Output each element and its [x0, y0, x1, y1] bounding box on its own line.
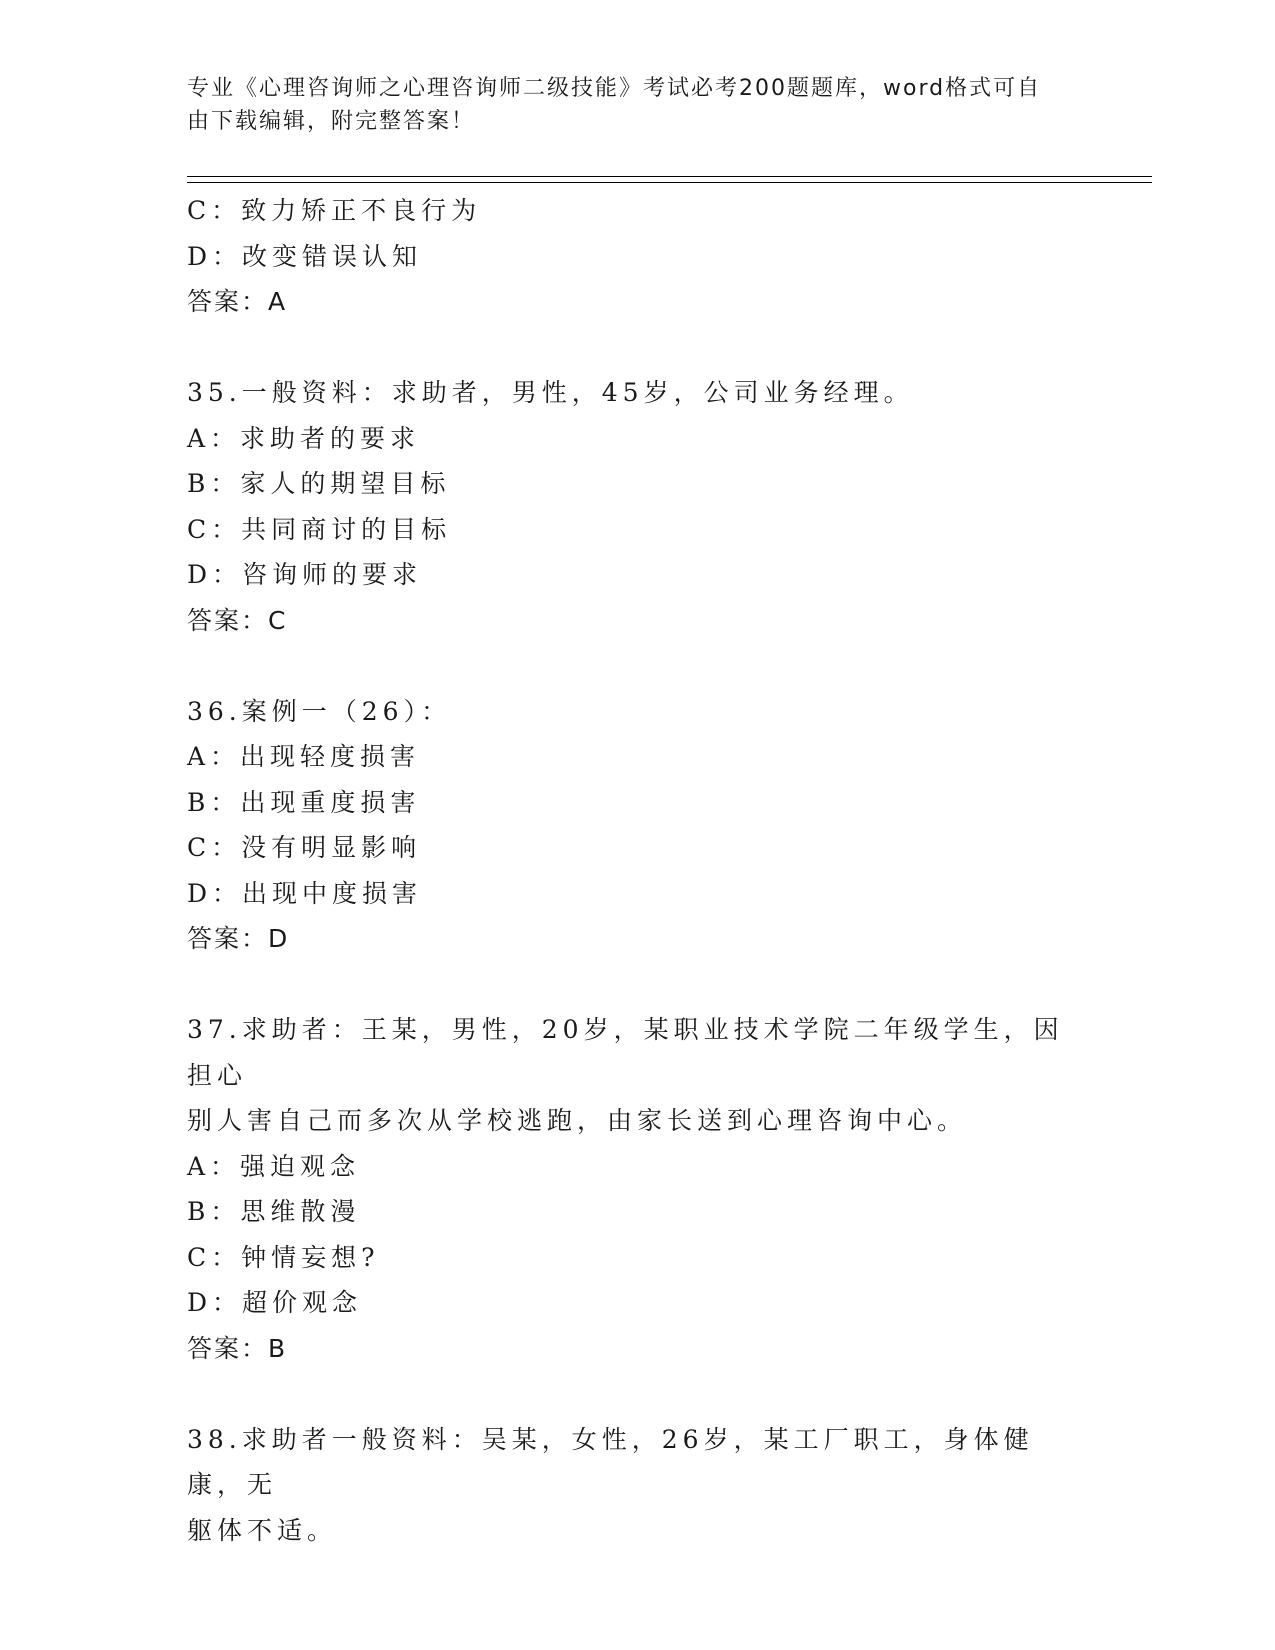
document-header: [187, 72, 1067, 138]
question-35: [187, 370, 1087, 643]
question-stem: 35.一般资料：求助者，男性，45岁，公司业务经理。: [187, 378, 914, 407]
spacer: [187, 1371, 1087, 1417]
question-36: [187, 689, 1087, 962]
question-stem-line-2: 躯体不适。: [187, 1515, 338, 1545]
answer-line: 答案：D: [187, 924, 290, 953]
spacer: [187, 643, 1087, 689]
option-d: D：出现中度损害: [187, 878, 423, 908]
question-fragment: [187, 188, 1087, 325]
option-c: C：钟情妄想?: [187, 1242, 380, 1272]
question-38: [187, 1417, 1087, 1554]
option-c: C：共同商讨的目标: [187, 514, 452, 544]
question-list: [187, 188, 1087, 1553]
header-line-1: 专业《心理咨询师之心理咨询师二级技能》考试必考200题题库，word格式可自: [187, 76, 1042, 101]
header-line-2: 由下载编辑，附完整答案！: [187, 109, 476, 134]
header-divider-top: [187, 176, 1152, 177]
option-c: C：没有明显影响: [187, 833, 422, 862]
option-d: D：咨询师的要求: [187, 560, 423, 589]
question-stem: 36.案例一（26）：: [187, 696, 452, 726]
option-b: B：出现重度损害: [187, 787, 421, 817]
option-d: D：超价观念: [187, 1288, 363, 1317]
header-divider-bottom: [187, 182, 1152, 183]
option-b: B：家人的期望目标: [187, 469, 451, 498]
option-c: C：致力矫正不良行为: [187, 196, 482, 225]
question-stem-line-2: 别人害自己而多次从学校逃跑，由家长送到心理咨询中心。: [187, 1106, 968, 1135]
answer-line: 答案：A: [187, 287, 288, 316]
answer-line: 答案：B: [187, 1333, 288, 1363]
question-stem-line-1: 38.求助者一般资料：吴某，女性，26岁，某工厂职工，身体健康，无: [187, 1424, 1034, 1499]
option-a: A：出现轻度损害: [187, 742, 421, 771]
option-a: A：求助者的要求: [187, 423, 421, 453]
question-stem-line-1: 37.求助者：王某，男性，20岁，某职业技术学院二年级学生，因担心: [187, 1015, 1064, 1090]
spacer: [187, 325, 1087, 371]
answer-line: 答案：C: [187, 605, 288, 635]
spacer: [187, 962, 1087, 1008]
question-37: [187, 1007, 1087, 1371]
option-d: D：改变错误认知: [187, 241, 423, 271]
option-b: B：思维散漫: [187, 1197, 361, 1226]
option-a: A：强迫观念: [187, 1151, 361, 1181]
